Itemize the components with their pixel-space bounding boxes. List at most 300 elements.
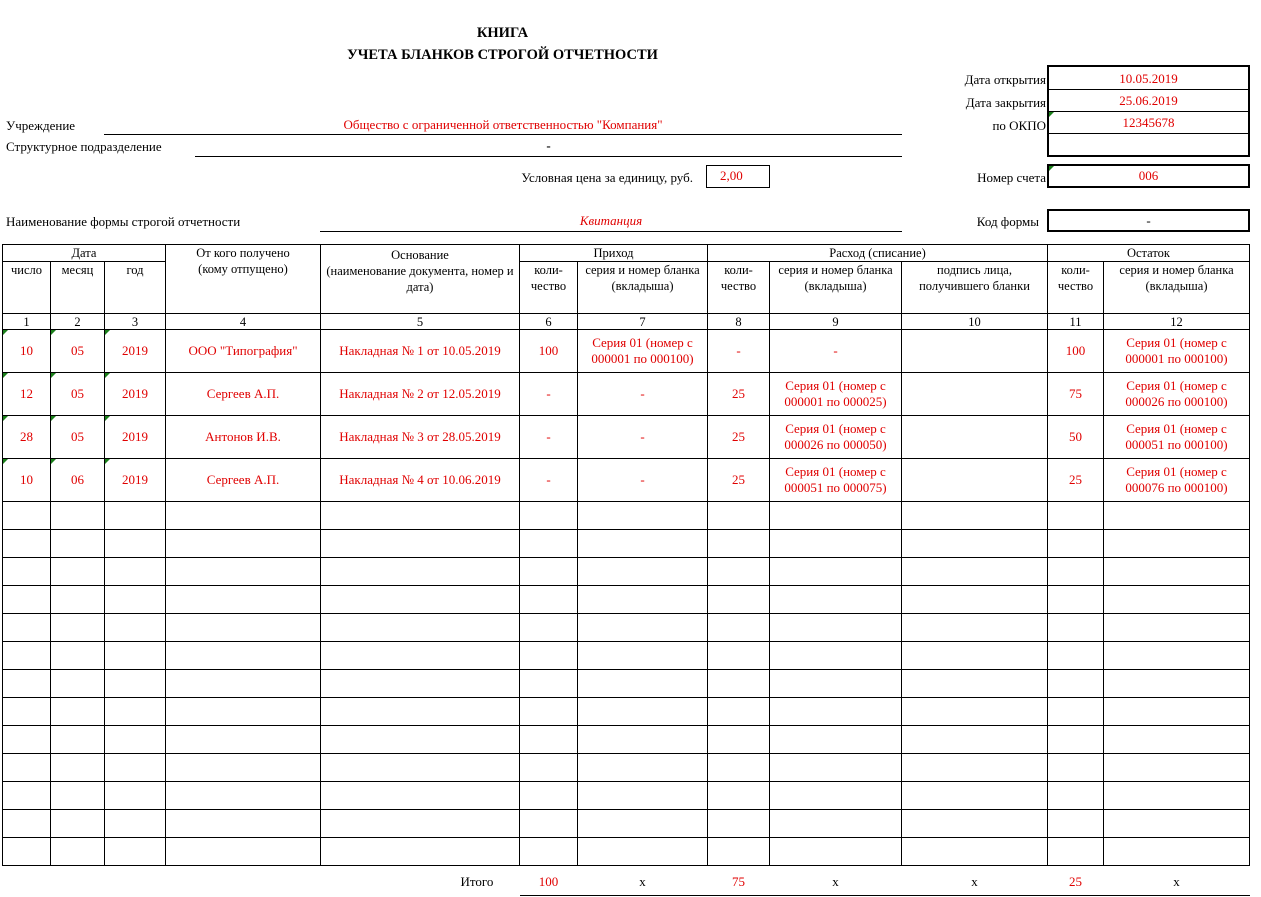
- totals-bal-qty[interactable]: 25: [1048, 869, 1104, 896]
- cell-value: Серия 01 (номер с 000026 по 000100): [1125, 378, 1228, 409]
- empty-cell[interactable]: [1104, 782, 1250, 810]
- empty-cell[interactable]: [1048, 558, 1104, 586]
- cell-basis[interactable]: [321, 373, 520, 416]
- empty-cell[interactable]: [1104, 586, 1250, 614]
- empty-cell[interactable]: [770, 698, 902, 726]
- empty-cell[interactable]: [1104, 670, 1250, 698]
- totals-blank: [105, 869, 166, 896]
- cell-month[interactable]: [51, 459, 105, 502]
- empty-cell[interactable]: [1104, 642, 1250, 670]
- cell-basis[interactable]: [321, 416, 520, 459]
- empty-cell[interactable]: [902, 810, 1048, 838]
- empty-cell[interactable]: [902, 502, 1048, 530]
- header-in-series: серия и номер бланка (вкладыша): [578, 262, 708, 314]
- empty-cell[interactable]: [321, 642, 520, 670]
- column-number: 5: [321, 314, 520, 330]
- totals-blank: [51, 869, 105, 896]
- empty-cell[interactable]: [578, 838, 708, 866]
- cell-value: Антонов И.В.: [205, 429, 281, 444]
- empty-cell[interactable]: [770, 642, 902, 670]
- cell-basis[interactable]: [321, 459, 520, 502]
- totals-bal-series[interactable]: х: [1104, 869, 1250, 896]
- cell-bal-series[interactable]: [1104, 373, 1250, 416]
- header-out-series: серия и номер бланка (вкладыша): [770, 262, 902, 314]
- empty-cell[interactable]: [708, 586, 770, 614]
- empty-cell[interactable]: [770, 558, 902, 586]
- empty-cell[interactable]: [1104, 754, 1250, 782]
- empty-cell[interactable]: [708, 754, 770, 782]
- cell-marker-icon: [105, 373, 110, 378]
- empty-cell[interactable]: [51, 810, 105, 838]
- empty-cell[interactable]: [708, 810, 770, 838]
- empty-cell[interactable]: [770, 838, 902, 866]
- empty-cell[interactable]: [105, 530, 166, 558]
- empty-cell[interactable]: [770, 670, 902, 698]
- empty-cell[interactable]: [520, 614, 578, 642]
- empty-cell[interactable]: [321, 670, 520, 698]
- table-row: [3, 373, 1250, 416]
- totals-in-qty[interactable]: 100: [520, 869, 578, 896]
- empty-cell[interactable]: [1104, 698, 1250, 726]
- empty-cell[interactable]: [3, 670, 51, 698]
- empty-cell[interactable]: [321, 586, 520, 614]
- empty-cell[interactable]: [1048, 502, 1104, 530]
- cell-out-series[interactable]: [770, 416, 902, 459]
- cell-out-series[interactable]: [770, 459, 902, 502]
- cell-out-series[interactable]: [770, 373, 902, 416]
- header-basis-sub: (наименование документа, номер и дата): [326, 264, 514, 294]
- cell-value: 10: [20, 472, 33, 487]
- empty-cell[interactable]: [105, 726, 166, 754]
- empty-cell[interactable]: [578, 810, 708, 838]
- document-title: КНИГА: [476, 25, 529, 41]
- cell-out-qty[interactable]: [708, 416, 770, 459]
- empty-cell[interactable]: [770, 754, 902, 782]
- empty-cell[interactable]: [1048, 586, 1104, 614]
- close-date-field[interactable]: 25.06.2019: [1049, 90, 1248, 112]
- empty-cell[interactable]: [3, 726, 51, 754]
- empty-cell[interactable]: [520, 726, 578, 754]
- empty-cell[interactable]: [1048, 670, 1104, 698]
- cell-marker-icon: [1049, 166, 1054, 171]
- institution-label: Учреждение: [6, 118, 76, 133]
- empty-table-row: [3, 782, 1250, 810]
- header-from-title: От кого получено: [196, 246, 290, 260]
- cell-value: 25: [732, 429, 745, 444]
- empty-cell[interactable]: [3, 502, 51, 530]
- empty-cell[interactable]: [1048, 614, 1104, 642]
- empty-cell[interactable]: [770, 586, 902, 614]
- cell-in-qty[interactable]: [520, 373, 578, 416]
- empty-cell[interactable]: [902, 782, 1048, 810]
- empty-cell[interactable]: [3, 614, 51, 642]
- empty-cell[interactable]: [902, 726, 1048, 754]
- empty-cell[interactable]: [51, 782, 105, 810]
- cell-day[interactable]: [3, 330, 51, 373]
- empty-cell[interactable]: [321, 530, 520, 558]
- empty-cell[interactable]: [1104, 558, 1250, 586]
- totals-blank: [166, 869, 321, 896]
- empty-cell[interactable]: [1048, 838, 1104, 866]
- empty-cell[interactable]: [51, 726, 105, 754]
- cell-value: 28: [20, 429, 33, 444]
- cell-value: 05: [71, 343, 84, 358]
- empty-cell[interactable]: [166, 810, 321, 838]
- empty-cell[interactable]: [3, 642, 51, 670]
- empty-code-field[interactable]: [1049, 134, 1248, 155]
- empty-cell[interactable]: [708, 530, 770, 558]
- empty-cell[interactable]: [51, 558, 105, 586]
- empty-cell[interactable]: [578, 642, 708, 670]
- cell-from[interactable]: [166, 459, 321, 502]
- cell-bal-series[interactable]: [1104, 459, 1250, 502]
- cell-day[interactable]: [3, 373, 51, 416]
- column-number: 8: [708, 314, 770, 330]
- cell-bal-series[interactable]: [1104, 416, 1250, 459]
- price-label: Условная цена за единицу, руб.: [521, 170, 693, 185]
- header-date: Дата: [3, 245, 166, 262]
- header-from-sub: (кому отпущено): [198, 262, 288, 276]
- empty-cell[interactable]: [51, 530, 105, 558]
- empty-cell[interactable]: [166, 502, 321, 530]
- empty-cell[interactable]: [578, 726, 708, 754]
- cell-value: Сергеев А.П.: [206, 386, 280, 401]
- empty-cell[interactable]: [520, 642, 578, 670]
- cell-in-qty[interactable]: [520, 459, 578, 502]
- okpo-label: по ОКПО: [992, 118, 1046, 133]
- cell-value: Серия 01 (номер с 000001 по 000100): [591, 335, 694, 366]
- header-day: число: [3, 262, 51, 314]
- totals-signature[interactable]: х: [902, 869, 1048, 896]
- empty-cell[interactable]: [166, 530, 321, 558]
- empty-cell[interactable]: [708, 614, 770, 642]
- empty-table-row: [3, 642, 1250, 670]
- empty-cell[interactable]: [770, 782, 902, 810]
- cell-value: Серия 01 (номер с 000051 по 000075): [784, 464, 887, 495]
- empty-cell[interactable]: [520, 838, 578, 866]
- empty-cell[interactable]: [166, 698, 321, 726]
- empty-cell[interactable]: [105, 614, 166, 642]
- empty-cell[interactable]: [51, 502, 105, 530]
- empty-cell[interactable]: [3, 782, 51, 810]
- empty-cell[interactable]: [321, 502, 520, 530]
- totals-in-series[interactable]: х: [578, 869, 708, 896]
- empty-cell[interactable]: [1048, 810, 1104, 838]
- empty-cell[interactable]: [51, 586, 105, 614]
- cell-value: 50: [1069, 429, 1082, 444]
- cell-marker-icon: [51, 330, 56, 335]
- cell-value: ООО "Типография": [188, 343, 298, 358]
- empty-cell[interactable]: [578, 698, 708, 726]
- cell-value: 05: [71, 429, 84, 444]
- empty-cell[interactable]: [1104, 614, 1250, 642]
- cell-value: Серия 01 (номер с 000026 по 000050): [784, 421, 887, 452]
- empty-cell[interactable]: [708, 670, 770, 698]
- empty-cell[interactable]: [51, 838, 105, 866]
- cell-value: 100: [538, 343, 559, 358]
- account-value: 006: [1138, 168, 1159, 183]
- totals-blank: [3, 869, 51, 896]
- empty-cell[interactable]: [520, 558, 578, 586]
- okpo-field[interactable]: [1049, 112, 1248, 134]
- empty-cell[interactable]: [1048, 530, 1104, 558]
- empty-cell[interactable]: [51, 698, 105, 726]
- empty-cell[interactable]: [105, 754, 166, 782]
- empty-cell[interactable]: [708, 726, 770, 754]
- cell-in-series[interactable]: [578, 373, 708, 416]
- empty-cell[interactable]: [770, 502, 902, 530]
- cell-bal-qty[interactable]: [1048, 459, 1104, 502]
- account-field[interactable]: [1047, 164, 1250, 188]
- cell-year[interactable]: [105, 416, 166, 459]
- cell-marker-icon: [51, 416, 56, 421]
- cell-value: 2019: [122, 429, 148, 444]
- empty-cell[interactable]: [321, 810, 520, 838]
- empty-table-row: [3, 726, 1250, 754]
- empty-cell[interactable]: [1048, 698, 1104, 726]
- cell-in-series[interactable]: [578, 416, 708, 459]
- empty-cell[interactable]: [3, 586, 51, 614]
- empty-cell[interactable]: [902, 642, 1048, 670]
- close-date-label: Дата закрытия: [965, 95, 1046, 110]
- cell-month[interactable]: [51, 330, 105, 373]
- empty-cell[interactable]: [708, 558, 770, 586]
- empty-cell[interactable]: [51, 642, 105, 670]
- empty-cell[interactable]: [578, 558, 708, 586]
- column-number: 11: [1048, 314, 1104, 330]
- empty-cell[interactable]: [166, 614, 321, 642]
- empty-cell[interactable]: [902, 754, 1048, 782]
- empty-cell[interactable]: [105, 838, 166, 866]
- price-field[interactable]: 2,00: [706, 165, 770, 188]
- empty-cell[interactable]: [1104, 502, 1250, 530]
- cell-value: -: [546, 386, 551, 401]
- cell-value: Серия 01 (номер с 000051 по 000100): [1125, 421, 1228, 452]
- empty-cell[interactable]: [520, 698, 578, 726]
- empty-cell[interactable]: [166, 558, 321, 586]
- empty-cell[interactable]: [166, 726, 321, 754]
- empty-cell[interactable]: [578, 670, 708, 698]
- empty-cell[interactable]: [105, 782, 166, 810]
- cell-marker-icon: [51, 373, 56, 378]
- empty-cell[interactable]: [1048, 782, 1104, 810]
- account-label: Номер счета: [977, 170, 1046, 185]
- cell-value: Накладная № 2 от 12.05.2019: [339, 386, 501, 401]
- empty-cell[interactable]: [1048, 754, 1104, 782]
- empty-cell[interactable]: [520, 586, 578, 614]
- empty-cell[interactable]: [578, 586, 708, 614]
- empty-cell[interactable]: [51, 754, 105, 782]
- empty-cell[interactable]: [166, 782, 321, 810]
- empty-cell[interactable]: [902, 614, 1048, 642]
- cell-bal-qty[interactable]: [1048, 416, 1104, 459]
- column-numbers-row: [3, 314, 1250, 330]
- empty-cell[interactable]: [1104, 726, 1250, 754]
- empty-cell[interactable]: [578, 502, 708, 530]
- cell-basis[interactable]: [321, 330, 520, 373]
- okpo-value: 12345678: [1122, 115, 1175, 130]
- empty-cell[interactable]: [520, 530, 578, 558]
- cell-value: Серия 01 (номер с 000076 по 000100): [1125, 464, 1228, 495]
- empty-cell[interactable]: [708, 642, 770, 670]
- empty-cell[interactable]: [520, 810, 578, 838]
- empty-cell[interactable]: [321, 838, 520, 866]
- empty-cell[interactable]: [3, 754, 51, 782]
- empty-table-row: [3, 698, 1250, 726]
- empty-cell[interactable]: [51, 670, 105, 698]
- cell-marker-icon: [3, 373, 8, 378]
- empty-cell[interactable]: [321, 614, 520, 642]
- header-bal-qty: коли- чество: [1048, 262, 1104, 314]
- cell-marker-icon: [51, 459, 56, 464]
- empty-table-row: [3, 586, 1250, 614]
- cell-month[interactable]: [51, 416, 105, 459]
- cell-signature[interactable]: [902, 373, 1048, 416]
- empty-cell[interactable]: [902, 838, 1048, 866]
- division-label: Структурное подразделение: [6, 139, 162, 154]
- cell-value: 05: [71, 386, 84, 401]
- cell-value: Накладная № 1 от 10.05.2019: [339, 343, 501, 358]
- cell-in-series[interactable]: [578, 459, 708, 502]
- empty-cell[interactable]: [1104, 530, 1250, 558]
- empty-cell[interactable]: [321, 754, 520, 782]
- open-date-label: Дата открытия: [964, 72, 1046, 87]
- cell-bal-qty[interactable]: [1048, 330, 1104, 373]
- cell-out-series[interactable]: [770, 330, 902, 373]
- empty-cell[interactable]: [902, 558, 1048, 586]
- empty-cell[interactable]: [902, 698, 1048, 726]
- empty-table-row: [3, 530, 1250, 558]
- institution-field[interactable]: Общество с ограниченной ответственностью "Компания": [104, 117, 902, 135]
- header-month: месяц: [51, 262, 105, 314]
- empty-cell[interactable]: [520, 502, 578, 530]
- empty-cell[interactable]: [708, 838, 770, 866]
- empty-cell[interactable]: [51, 614, 105, 642]
- empty-cell[interactable]: [578, 782, 708, 810]
- cell-value: 75: [1069, 386, 1082, 401]
- cell-out-qty[interactable]: [708, 459, 770, 502]
- empty-table-row: [3, 754, 1250, 782]
- cell-year[interactable]: [105, 373, 166, 416]
- empty-cell[interactable]: [166, 642, 321, 670]
- cell-bal-qty[interactable]: [1048, 373, 1104, 416]
- empty-cell[interactable]: [321, 782, 520, 810]
- empty-cell[interactable]: [902, 586, 1048, 614]
- form-name-field[interactable]: Квитанция: [320, 213, 902, 232]
- empty-cell[interactable]: [105, 502, 166, 530]
- empty-cell[interactable]: [770, 810, 902, 838]
- empty-cell[interactable]: [520, 754, 578, 782]
- cell-from[interactable]: [166, 373, 321, 416]
- empty-cell[interactable]: [105, 810, 166, 838]
- totals-out-series[interactable]: х: [770, 869, 902, 896]
- form-name-label: Наименование формы строгой отчетности: [6, 214, 241, 229]
- division-field[interactable]: -: [195, 138, 902, 157]
- header-from: [166, 245, 321, 314]
- empty-cell[interactable]: [105, 698, 166, 726]
- empty-cell[interactable]: [166, 586, 321, 614]
- cell-day[interactable]: [3, 459, 51, 502]
- cell-year[interactable]: [105, 459, 166, 502]
- cell-from[interactable]: [166, 330, 321, 373]
- cell-signature[interactable]: [902, 459, 1048, 502]
- cell-year[interactable]: [105, 330, 166, 373]
- empty-table-row: [3, 502, 1250, 530]
- empty-cell[interactable]: [166, 838, 321, 866]
- ledger-table: [2, 244, 1250, 896]
- empty-cell[interactable]: [321, 558, 520, 586]
- totals-out-qty[interactable]: 75: [708, 869, 770, 896]
- empty-cell[interactable]: [166, 754, 321, 782]
- empty-cell[interactable]: [578, 614, 708, 642]
- cell-signature[interactable]: [902, 416, 1048, 459]
- cell-marker-icon: [3, 416, 8, 421]
- empty-cell[interactable]: [105, 586, 166, 614]
- cell-out-qty[interactable]: [708, 373, 770, 416]
- cell-value: -: [546, 472, 551, 487]
- cell-in-qty[interactable]: [520, 330, 578, 373]
- cell-in-series[interactable]: [578, 330, 708, 373]
- empty-cell[interactable]: [708, 698, 770, 726]
- empty-cell[interactable]: [105, 670, 166, 698]
- empty-cell[interactable]: [708, 502, 770, 530]
- empty-cell[interactable]: [520, 670, 578, 698]
- empty-cell[interactable]: [1104, 810, 1250, 838]
- empty-cell[interactable]: [3, 698, 51, 726]
- empty-cell[interactable]: [1048, 642, 1104, 670]
- empty-cell[interactable]: [3, 810, 51, 838]
- cell-month[interactable]: [51, 373, 105, 416]
- empty-cell[interactable]: [902, 530, 1048, 558]
- empty-cell[interactable]: [578, 754, 708, 782]
- cell-in-qty[interactable]: [520, 416, 578, 459]
- empty-cell[interactable]: [3, 530, 51, 558]
- header-bal-series: серия и номер бланка (вкладыша): [1104, 262, 1250, 314]
- cell-from[interactable]: [166, 416, 321, 459]
- empty-cell[interactable]: [321, 726, 520, 754]
- cell-out-qty[interactable]: [708, 330, 770, 373]
- empty-table-row: [3, 838, 1250, 866]
- header-balance: Остаток: [1048, 245, 1250, 262]
- empty-cell[interactable]: [902, 670, 1048, 698]
- empty-cell[interactable]: [1104, 838, 1250, 866]
- empty-cell[interactable]: [770, 530, 902, 558]
- empty-cell[interactable]: [105, 558, 166, 586]
- empty-cell[interactable]: [3, 558, 51, 586]
- empty-cell[interactable]: [770, 726, 902, 754]
- cell-day[interactable]: [3, 416, 51, 459]
- cell-signature[interactable]: [902, 330, 1048, 373]
- form-code-field[interactable]: -: [1047, 209, 1250, 232]
- column-number: 2: [51, 314, 105, 330]
- cell-value: Серия 01 (номер с 000001 по 000025): [784, 378, 887, 409]
- empty-cell[interactable]: [321, 698, 520, 726]
- empty-cell[interactable]: [708, 782, 770, 810]
- empty-cell[interactable]: [520, 782, 578, 810]
- cell-marker-icon: [1049, 112, 1054, 117]
- open-date-field[interactable]: 10.05.2019: [1049, 67, 1248, 90]
- empty-cell[interactable]: [1048, 726, 1104, 754]
- header-signature: подпись лица, получившего бланки: [902, 262, 1048, 314]
- empty-cell[interactable]: [770, 614, 902, 642]
- empty-cell[interactable]: [166, 670, 321, 698]
- empty-cell[interactable]: [3, 838, 51, 866]
- empty-cell[interactable]: [578, 530, 708, 558]
- empty-table-row: [3, 670, 1250, 698]
- empty-table-row: [3, 810, 1250, 838]
- cell-bal-series[interactable]: [1104, 330, 1250, 373]
- empty-cell[interactable]: [105, 642, 166, 670]
